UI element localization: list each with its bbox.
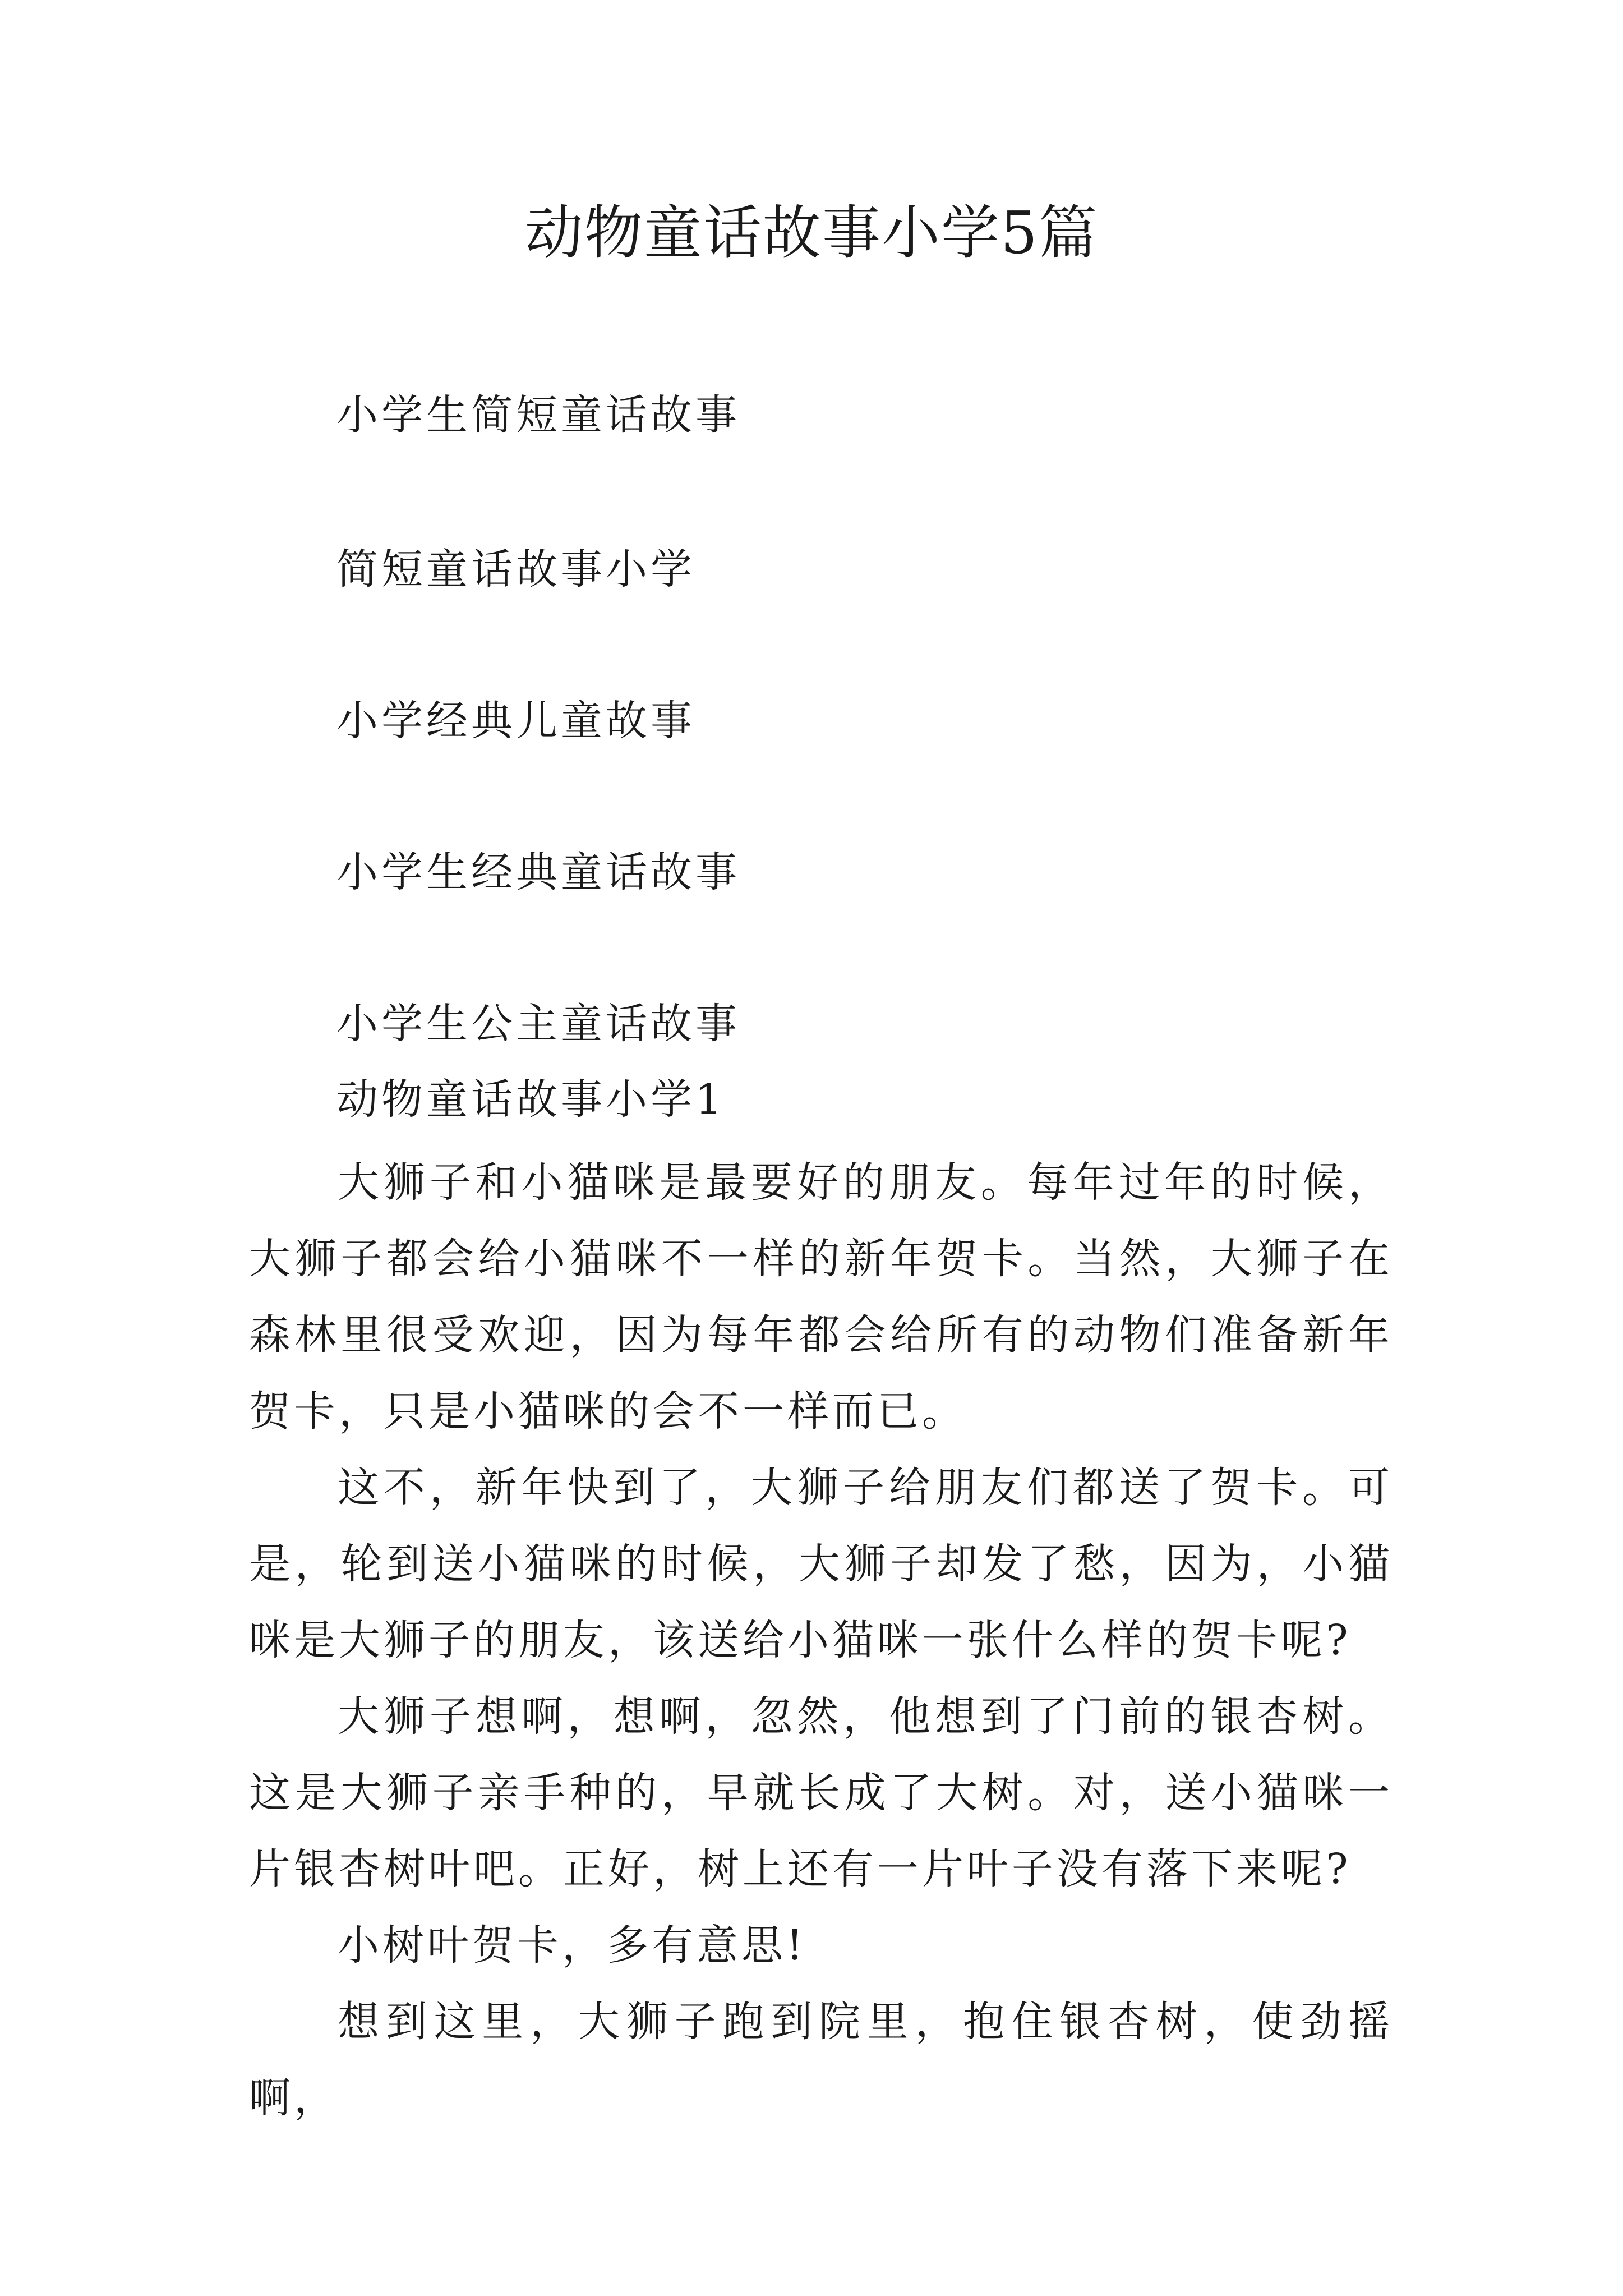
paragraph-3: 大狮子想啊，想啊，忽然，他想到了门前的银杏树。这是大狮子亲手种的，早就长成了大树。对，送小猫咪一片银杏树叶吧。正好，树上还有一片叶子没有落下来呢? bbox=[249, 1692, 1393, 1893]
paragraph-4: 小树叶贺卡，多有意思! bbox=[338, 1921, 806, 1970]
paragraph-5: 想到这里，大狮子跑到院里，抱住银杏树，使劲摇啊， bbox=[249, 1998, 1393, 2122]
related-link-1[interactable]: 简短童话故事小学 bbox=[336, 545, 695, 593]
related-link-2[interactable]: 小学经典儿童故事 bbox=[336, 697, 695, 745]
related-link-0[interactable]: 小学生简短童话故事 bbox=[336, 391, 740, 439]
related-link-3[interactable]: 小学生经典童话故事 bbox=[336, 848, 740, 896]
document-title: 动物童话故事小学5篇 bbox=[524, 199, 1099, 267]
paragraph-1: 大狮子和小猫咪是最要好的朋友。每年过年的时候，大狮子都会给小猫咪不一样的新年贺卡。当然，大狮子在森林里很受欢迎，因为每年都会给所有的动物们准备新年贺卡，只是小猫咪的会不一样而已。 bbox=[249, 1158, 1393, 1435]
paragraph-2: 这不，新年快到了，大狮子给朋友们都送了贺卡。可是，轮到送小猫咪的时候，大狮子却发了愁，因为，小猫咪是大狮子的朋友，该送给小猫咪一张什么样的贺卡呢? bbox=[249, 1464, 1393, 1664]
related-link-4[interactable]: 小学生公主童话故事 bbox=[336, 1000, 740, 1048]
story-body bbox=[249, 1144, 1393, 2136]
section-heading: 动物童话故事小学1 bbox=[336, 1075, 726, 1124]
